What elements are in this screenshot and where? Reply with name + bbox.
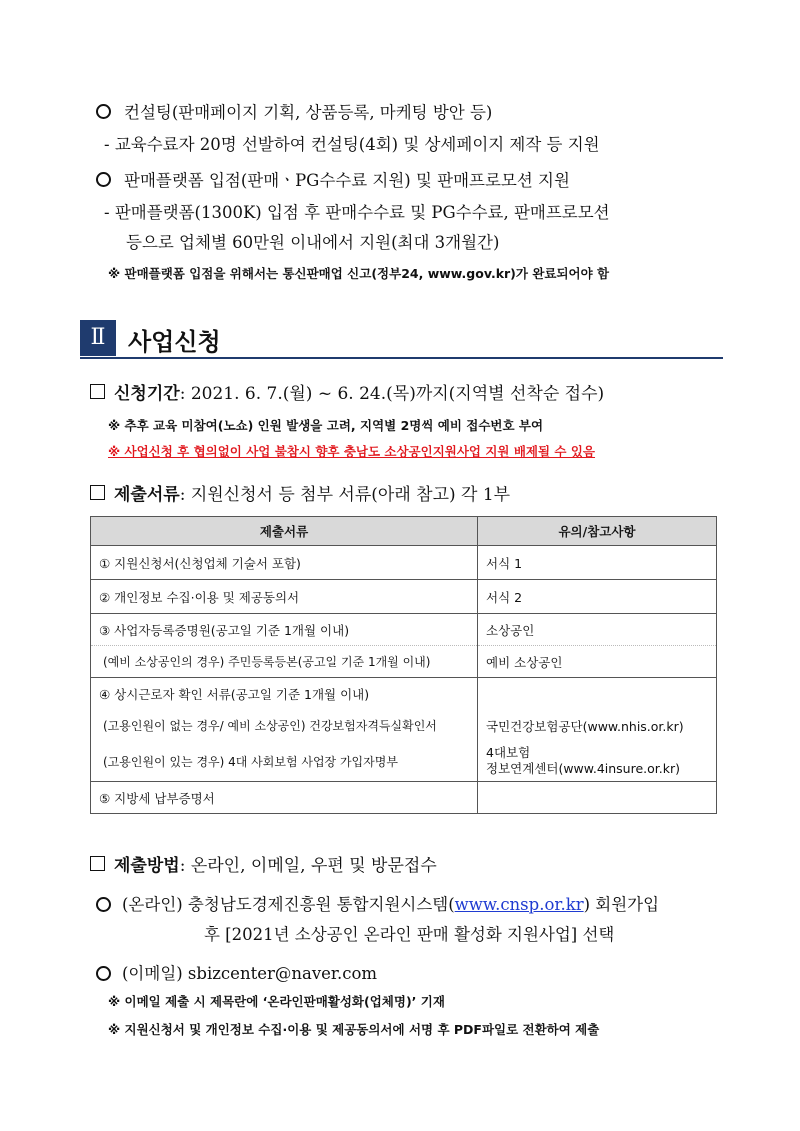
circle-bullet-icon <box>96 172 111 187</box>
email-note-1: ※ 이메일 제출 시 제목란에 ‘온라인판매활성화(업체명)’ 기재 <box>108 994 445 1009</box>
method-text: : 온라인, 이메일, 우편 및 방문접수 <box>179 856 437 876</box>
table-cell: 서식 1 <box>478 546 717 580</box>
platform-detail-1: - 판매플랫폼(1300K) 입점 후 판매수수료 및 PG수수료, 판매프로모션 <box>104 203 610 222</box>
table-cell: (고용인원이 없는 경우/ 예비 소상공인) 건강보험자격득실확인서 <box>91 710 478 742</box>
circle-bullet-icon <box>96 966 111 981</box>
table-cell: ⑤ 지방세 납부증명서 <box>91 782 478 814</box>
table-cell: (고용인원이 있는 경우) 4대 사회보험 사업장 가입자명부 <box>91 742 478 782</box>
online-suffix: ) 회원가입 <box>583 895 660 914</box>
table-cell: 서식 2 <box>478 580 717 614</box>
table-cell-line: 정보연계센터(www.4insure.or.kr) <box>486 761 681 777</box>
docs-label: 제출서류 <box>114 485 180 505</box>
docs-line <box>114 480 510 505</box>
checkbox-icon <box>90 856 105 871</box>
documents-table <box>90 516 717 814</box>
section-number: Ⅱ <box>80 320 116 356</box>
checkbox-icon <box>90 485 105 500</box>
table-row <box>91 614 717 646</box>
table-cell: 소상공인 <box>478 614 717 646</box>
period-label: 신청기간 <box>114 384 180 404</box>
platform-item: 판매플랫폼 입점(판매ㆍPG수수료 지원) 및 판매프로모션 지원 <box>124 171 570 190</box>
email-line: (이메일) sbizcenter@naver.com <box>122 964 378 983</box>
method-line <box>114 851 437 876</box>
table-cell: (예비 소상공인의 경우) 주민등록등본(공고일 기준 1개월 이내) <box>91 646 478 678</box>
platform-note: ※ 판매플랫폼 입점을 위해서는 통신판매업 신고(정부24, www.gov.kr)가 완료되어야 함 <box>108 266 610 281</box>
table-row <box>91 678 717 710</box>
table-cell: ② 개인정보 수집·이용 및 제공동의서 <box>91 580 478 614</box>
checkbox-icon <box>90 384 105 399</box>
table-cell-line: 4대보험 <box>486 745 531 761</box>
table-row <box>91 742 717 782</box>
table-row <box>91 546 717 580</box>
table-cell <box>478 782 717 814</box>
online-line-2: 후 [2021년 소상공인 온라인 판매 활성화 지원사업] 선택 <box>204 925 615 944</box>
table-row <box>91 782 717 814</box>
email-note-2: ※ 지원신청서 및 개인정보 수집·이용 및 제공동의서에 서명 후 PDF파일로 전환하여 제출 <box>108 1022 600 1037</box>
section-divider <box>80 357 723 359</box>
platform-detail-2: 등으로 업체별 60만원 이내에서 지원(최대 3개월간) <box>126 233 500 252</box>
table-header-notes: 유의/참고사항 <box>478 517 717 546</box>
docs-text: : 지원신청서 등 첨부 서류(아래 참고) 각 1부 <box>179 485 511 505</box>
consulting-item: 컨설팅(판매페이지 기획, 상품등록, 마케팅 방안 등) <box>124 103 493 122</box>
table-row <box>91 710 717 742</box>
period-text: : 2021. 6. 7.(월) ~ 6. 24.(목)까지(지역별 선착순 접수) <box>179 384 605 404</box>
section-title: 사업신청 <box>128 328 221 356</box>
online-link[interactable]: www.cnsp.or.kr <box>454 895 584 914</box>
method-label: 제출방법 <box>114 856 180 876</box>
table-cell <box>478 678 717 710</box>
table-cell: ③ 사업자등록증명원(공고일 기준 1개월 이내) <box>91 614 478 646</box>
table-row <box>91 646 717 678</box>
circle-bullet-icon <box>96 897 111 912</box>
table-cell <box>478 742 717 782</box>
period-note-2: ※ 사업신청 후 협의없이 사업 불참시 향후 충남도 소상공인지원사업 지원 배제될 수 있음 <box>108 444 596 459</box>
online-line <box>122 891 659 915</box>
table-header-docs: 제출서류 <box>91 517 478 546</box>
online-prefix: (온라인) 충청남도경제진흥원 통합지원시스템( <box>122 895 455 914</box>
circle-bullet-icon <box>96 104 111 119</box>
table-cell: 예비 소상공인 <box>478 646 717 678</box>
table-cell: 국민건강보험공단(www.nhis.or.kr) <box>478 710 717 742</box>
table-row <box>91 580 717 614</box>
table-cell: ① 지원신청서(신청업체 기술서 포함) <box>91 546 478 580</box>
table-cell: ④ 상시근로자 확인 서류(공고일 기준 1개월 이내) <box>91 678 478 710</box>
period-line <box>114 379 604 404</box>
consulting-detail: - 교육수료자 20명 선발하여 컨설팅(4회) 및 상세페이지 제작 등 지원 <box>104 135 600 154</box>
period-note-1: ※ 추후 교육 미참여(노쇼) 인원 발생을 고려, 지역별 2명씩 예비 접수번호 부여 <box>108 418 544 433</box>
